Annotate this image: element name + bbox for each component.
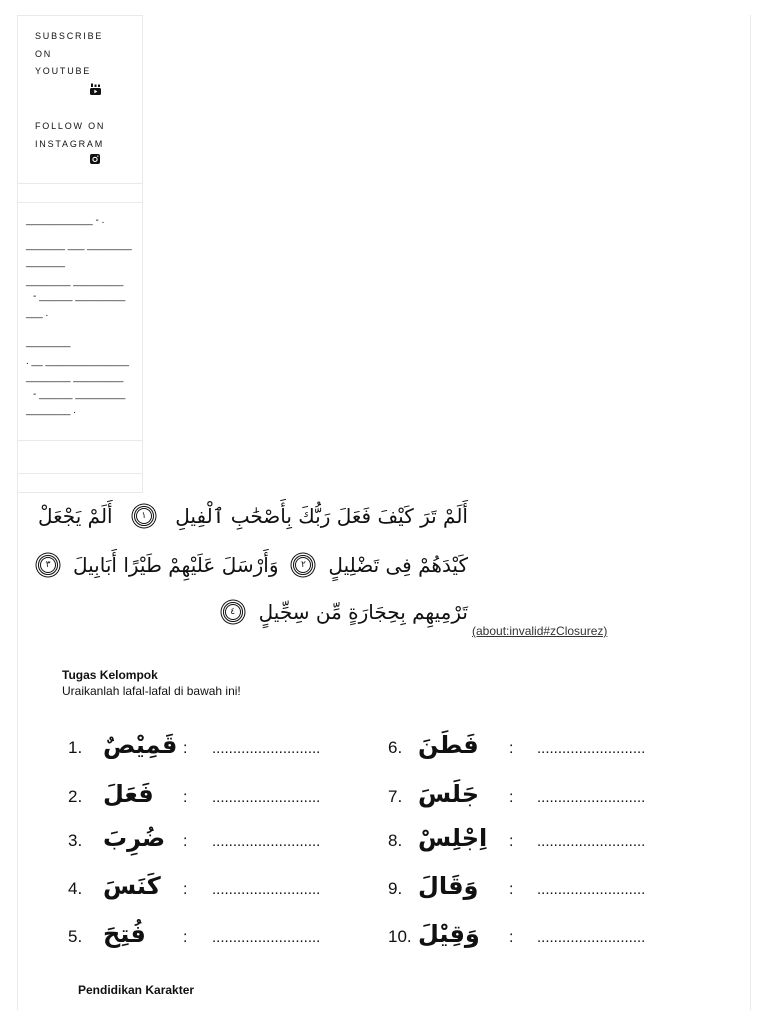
- item-number: 7.: [388, 787, 403, 806]
- item-separator: :: [509, 789, 514, 806]
- follow-instagram-link[interactable]: [35, 118, 110, 153]
- exercise-item: [68, 826, 320, 850]
- verse-line-3: [38, 596, 468, 628]
- item-number: 2.: [68, 787, 83, 806]
- instagram-icon[interactable]: [90, 154, 100, 164]
- item-arabic-word: فَعَلَ: [103, 780, 154, 808]
- ayah-marker-1: ١: [134, 506, 154, 526]
- item-separator: :: [509, 740, 514, 757]
- subscribe-youtube-link[interactable]: [35, 28, 110, 81]
- ayah-marker-2: ٢: [293, 555, 313, 575]
- item-answer-blank: ..........................: [537, 740, 646, 757]
- task-title: Tugas Kelompok: [62, 668, 158, 682]
- item-separator: :: [183, 740, 188, 757]
- item-answer-blank: ..........................: [212, 789, 321, 806]
- item-number: 6.: [388, 738, 403, 757]
- sidebar-link[interactable]: ________ _________: [26, 276, 124, 287]
- item-number: 4.: [68, 879, 83, 898]
- section-heading: Pendidikan Karakter: [78, 983, 195, 997]
- widget-divider: [18, 440, 142, 441]
- item-answer-blank: ..........................: [537, 929, 646, 946]
- item-arabic-word: وَقَالَ: [418, 872, 479, 900]
- exercise-item: [388, 826, 645, 850]
- item-number: 1.: [68, 738, 83, 757]
- exercise-item: [388, 733, 645, 757]
- ayah-marker-3: ٣: [38, 555, 58, 575]
- ayah-marker-4: ٤: [223, 602, 243, 622]
- widget-divider: [18, 183, 142, 184]
- item-arabic-word: قَمِيْصٌ: [103, 731, 178, 759]
- exercise-item: [388, 874, 645, 898]
- verse-line-1: [38, 500, 468, 532]
- sidebar-link[interactable]: ________ .: [26, 405, 77, 416]
- youtube-icon[interactable]: [90, 83, 101, 95]
- item-number: 8.: [388, 831, 403, 850]
- item-arabic-word: ضُرِبَ: [103, 824, 166, 852]
- item-answer-blank: ..........................: [212, 833, 321, 850]
- item-number: 3.: [68, 831, 83, 850]
- subscribe-line-1: SUBSCRIBE: [35, 31, 104, 41]
- image-source-link[interactable]: (about:invalid#zClosurez): [472, 624, 608, 638]
- item-separator: :: [183, 929, 188, 946]
- item-number: 10.: [388, 927, 412, 946]
- item-number: 9.: [388, 879, 403, 898]
- item-arabic-word: فَطَنَ: [418, 731, 479, 759]
- item-separator: :: [509, 833, 514, 850]
- exercise-item: [388, 782, 645, 806]
- item-number: 5.: [68, 927, 83, 946]
- item-arabic-word: جَلَسَ: [418, 780, 480, 808]
- verse-2-end-text: كَيْدَهُمْ فِى تَضْلِيلٍ: [328, 553, 468, 577]
- exercise-item: [68, 782, 320, 806]
- verse-3-text: وَأَرْسَلَ عَلَيْهِمْ طَيْرًا أَبَابِيلَ: [73, 553, 279, 577]
- item-answer-blank: ..........................: [537, 881, 646, 898]
- item-answer-blank: ..........................: [212, 929, 321, 946]
- item-answer-blank: ..........................: [537, 789, 646, 806]
- verse-2-start-text: أَلَمْ يَجْعَلْ: [38, 504, 113, 528]
- item-separator: :: [509, 929, 514, 946]
- item-separator: :: [183, 789, 188, 806]
- item-separator: :: [509, 881, 514, 898]
- item-answer-blank: ..........................: [537, 833, 646, 850]
- widget-divider: [18, 202, 142, 203]
- sidebar-link[interactable]: _______: [26, 257, 65, 268]
- sidebar: [17, 15, 143, 493]
- item-answer-blank: ..........................: [212, 881, 321, 898]
- widget-divider: [18, 473, 142, 474]
- sidebar-link[interactable]: - ______ _________: [33, 389, 126, 400]
- follow-line-1: FOLLOW ON: [35, 121, 106, 131]
- sidebar-link[interactable]: - ______ _________: [33, 291, 126, 302]
- sidebar-link[interactable]: ________: [26, 337, 71, 348]
- task-instruction: Uraikanlah lafal-lafal di bawah ini!: [62, 684, 241, 698]
- verse-1-text: أَلَمْ تَرَ كَيْفَ فَعَلَ رَبُّكَ بِأَصْحَٰبِ ٱلْفِيلِ: [175, 504, 468, 528]
- follow-line-2: INSTAGRAM: [35, 138, 105, 149]
- exercise-item: [388, 922, 645, 946]
- item-arabic-word: فُتِحَ: [103, 920, 146, 948]
- item-arabic-word: اِجْلِسْ: [418, 824, 488, 852]
- item-separator: :: [183, 833, 188, 850]
- item-arabic-word: كَنَسَ: [103, 872, 161, 900]
- sidebar-link[interactable]: ___ .: [26, 308, 49, 319]
- sidebar-link[interactable]: ________ _________: [26, 372, 124, 383]
- sidebar-link[interactable]: _______ ___ ________: [26, 240, 132, 251]
- item-separator: :: [183, 881, 188, 898]
- exercise-item: [68, 922, 320, 946]
- verse-line-2: [38, 549, 468, 581]
- subscribe-line-3: YOUTUBE: [35, 66, 92, 76]
- sidebar-link[interactable]: . __ _______________: [26, 356, 129, 367]
- exercise-item: [68, 733, 320, 757]
- subscribe-line-2: ON: [35, 48, 53, 59]
- item-answer-blank: ..........................: [212, 740, 321, 757]
- item-arabic-word: وَقِيْلَ: [418, 920, 480, 948]
- verse-4-text: تَرْمِيهِم بِحِجَارَةٍ مِّن سِجِّيلٍ: [258, 600, 468, 624]
- sidebar-link[interactable]: ____________ - .: [26, 215, 105, 226]
- exercise-item: [68, 874, 320, 898]
